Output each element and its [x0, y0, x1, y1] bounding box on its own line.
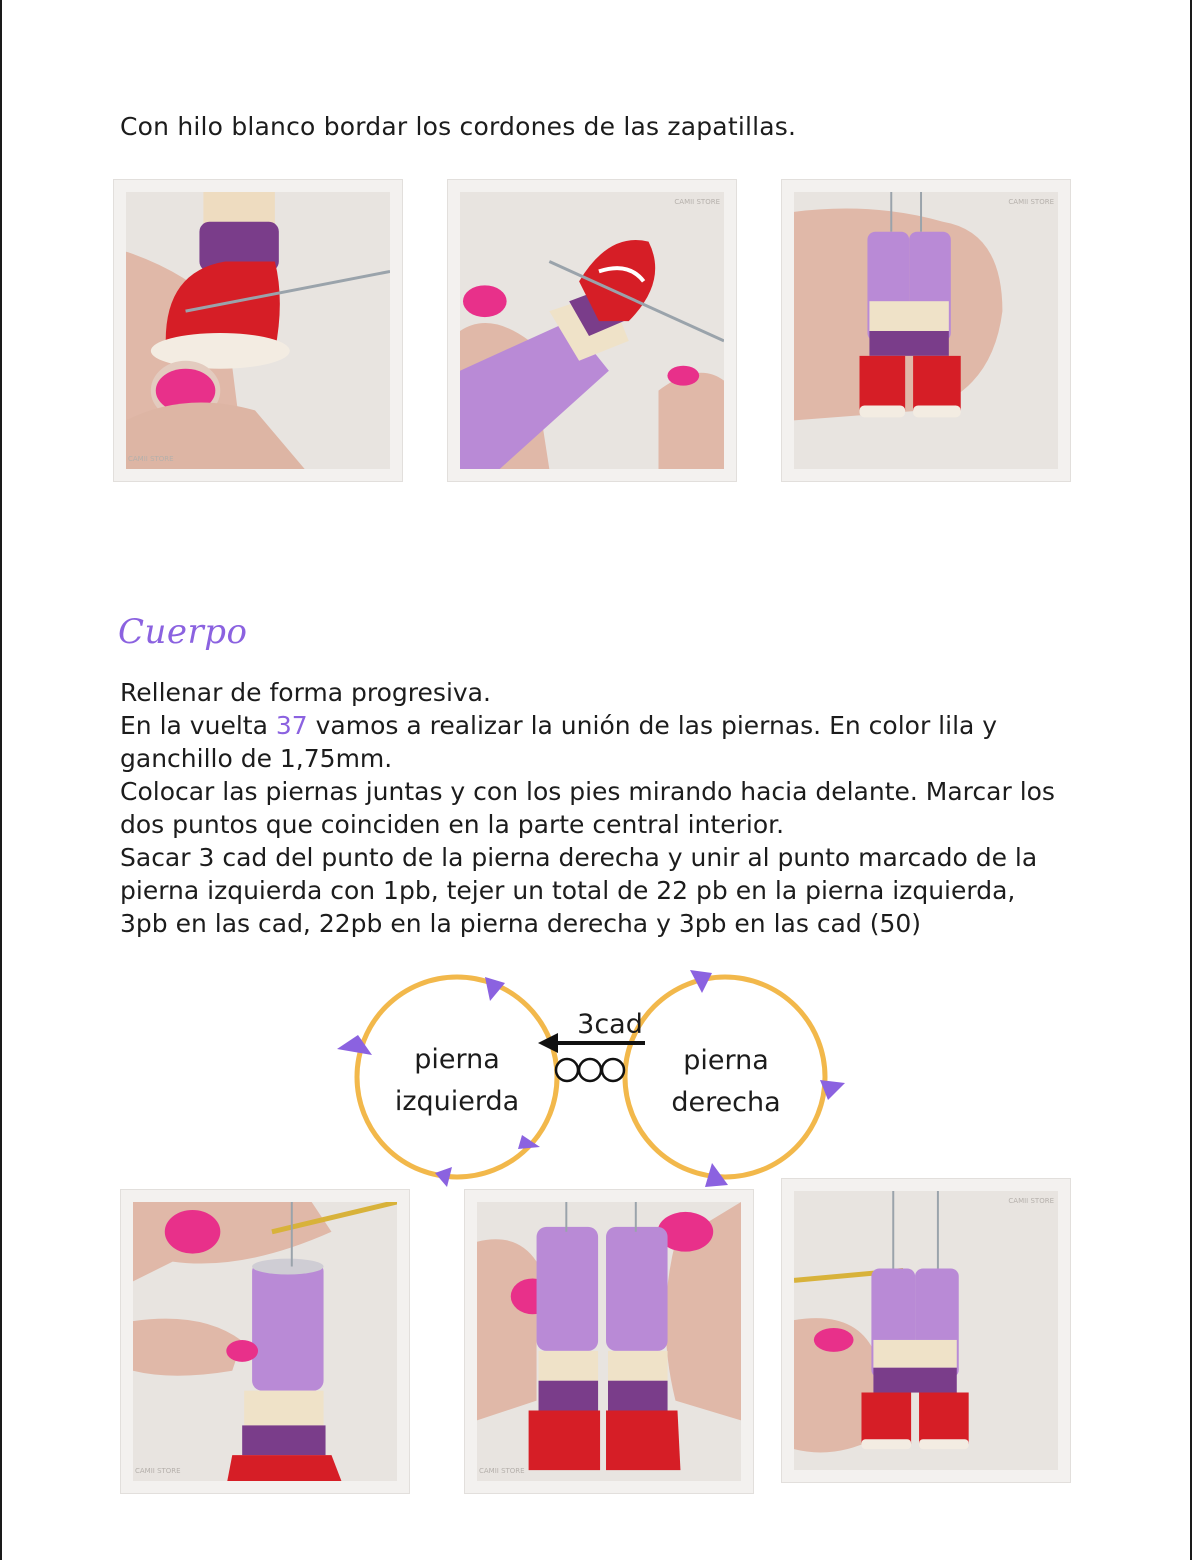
photo-join-legs-together [464, 1189, 754, 1494]
page-edge-left [0, 0, 2, 1560]
chain-label: 3cad [577, 1009, 643, 1040]
photo-watermark: CAMII STORE [128, 455, 174, 463]
instruction-line: Colocar las piernas juntas y con los pies mirando hacia delante. Marcar los dos puntos que coinciden en la parte central interior. [120, 777, 1055, 839]
leg-join-diagram [330, 965, 860, 1195]
instructions-block [120, 676, 1070, 940]
photo-shoe-embroider [447, 179, 737, 482]
round-text-after: vamos a realizar la unión de las piernas. En color lila y ganchillo de 1,75mm. [120, 711, 998, 773]
right-leg-circle [625, 977, 825, 1177]
intro-text: Con hilo blanco bordar los cordones de las zapatillas. [120, 112, 797, 141]
instruction-line: Sacar 3 cad del punto de la pierna derecha y unir al punto marcado de la pierna izquierda con 1pb, tejer un total de 22 pb en la pierna izquierda, 3pb en las cad, 22pb en la pierna derecha y 3pb en las cad (50) [120, 843, 1038, 938]
photo-joined-legs-result [781, 1178, 1071, 1483]
instruction-line: Rellenar de forma progresiva. [120, 678, 491, 707]
instruction-line-round [120, 709, 1070, 775]
chain-stitch-icon [602, 1059, 624, 1081]
photo-watermark: CAMII STORE [674, 198, 720, 206]
photo-finished-legs [781, 179, 1071, 482]
round-text-before: En la vuelta [120, 711, 276, 740]
left-leg-label-1: pierna [414, 1044, 500, 1075]
photo-shoe-start-lace [113, 179, 403, 482]
chain-stitch-icon [556, 1059, 578, 1081]
left-leg-label-2: izquierda [394, 1086, 520, 1117]
photo-watermark: CAMII STORE [1008, 198, 1054, 206]
chain-stitch-icon [579, 1059, 601, 1081]
right-leg-label-2: derecha [671, 1087, 781, 1118]
photo-watermark: CAMII STORE [479, 1467, 525, 1475]
section-title: Cuerpo [118, 612, 248, 652]
right-leg-label-1: pierna [683, 1045, 769, 1076]
round-number: 37 [275, 711, 308, 740]
photo-join-start [120, 1189, 410, 1494]
photo-watermark: CAMII STORE [1008, 1197, 1054, 1205]
photo-watermark: CAMII STORE [135, 1467, 181, 1475]
